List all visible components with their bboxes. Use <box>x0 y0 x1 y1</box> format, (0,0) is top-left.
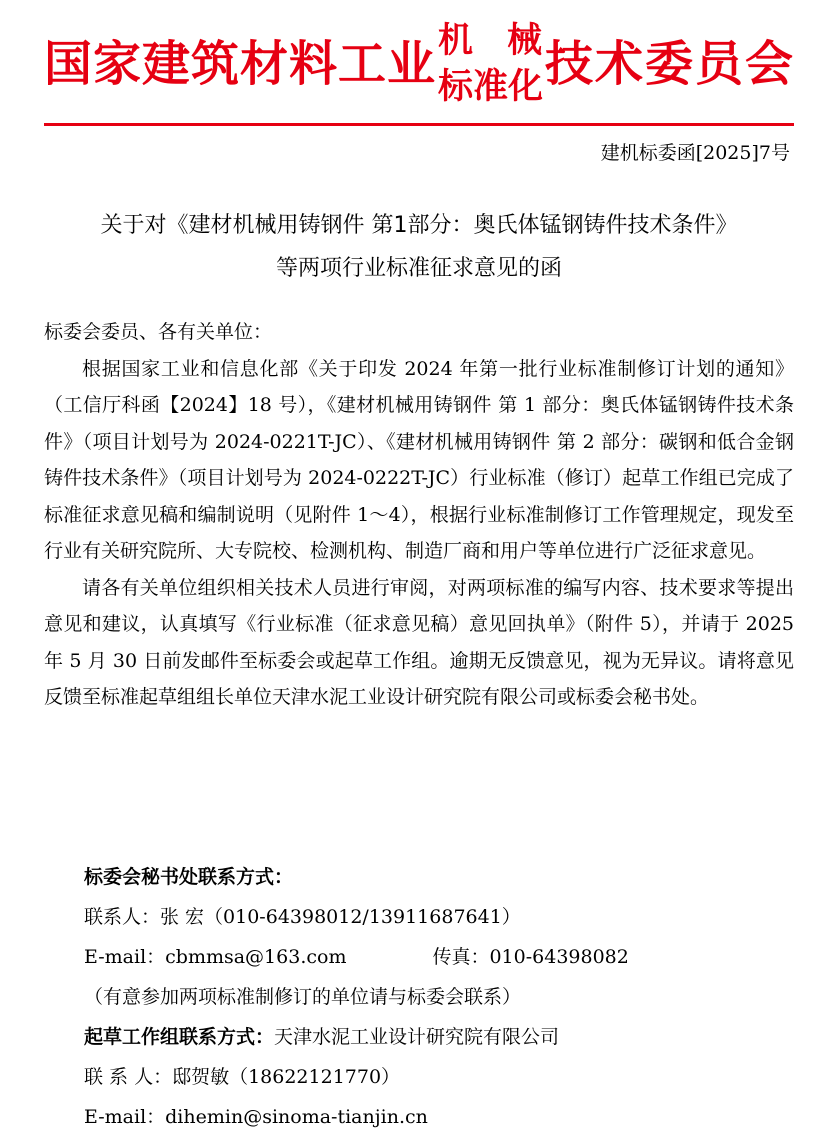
drafting-contact-person: 联 系 人：邸贺敏（18622121770） <box>84 1066 401 1088</box>
title-line-2: 等两项行业标准征求意见的函 <box>275 256 562 281</box>
letterhead-middle <box>438 18 542 110</box>
contact-section <box>84 857 804 1137</box>
letterhead-right: 技术委员会 <box>545 36 796 92</box>
salutation: 标委会委员、各有关单位： <box>44 321 273 343</box>
letterhead-middle-char-1: 机 <box>438 21 474 61</box>
secretariat-contact-person: 联系人：张 宏（010-64398012/13911687641） <box>84 906 521 928</box>
drafting-group-row <box>84 1017 804 1057</box>
paragraph-1: 根据国家工业和信息化部《关于印发 2024 年第一批行业标准制修订计划的通知》（工信厅科函【2024】18 号），《建材机械用铸钢件 第 1 部分：奥氏体锰钢铸件技术条件》（项目计划号为 2024-0221T-JC）、《建材机械用铸钢件 第 2 部分：碳钢和低合金钢铸件技术条件》（项目计划号为 2024-0222T-JC）行业标准（修订）起草工作组已完成了标准征求意见稿和编制说明（见附件 1～4），根据行业标准制修订工作管理规定，现发至行业有关研究院所、大专院校、检测机构、制造厂商和用户等单位进行广泛征求意见。 <box>44 357 794 562</box>
letterhead-left: 国家建筑材料工业 <box>44 36 437 92</box>
secretariat-heading: 标委会秘书处联系方式： <box>84 866 294 888</box>
secretariat-fax: 传真：010-64398082 <box>432 946 629 968</box>
title-line-1: 关于对《建材机械用铸钢件 第1部分：奥氏体锰钢铸件技术条件》 <box>100 213 738 238</box>
drafting-organization: 天津水泥工业设计研究院有限公司 <box>274 1026 560 1048</box>
participation-note: （有意参加两项标准制修订的单位请与标委会联系） <box>84 986 522 1008</box>
document-number: 建机标委函[2025]7号 <box>600 142 790 164</box>
letterhead-middle-line1 <box>438 18 542 64</box>
letterhead-middle-char-2: 械 <box>506 21 542 61</box>
drafting-heading: 起草工作组联系方式： <box>84 1026 275 1048</box>
secretariat-email-fax-row <box>84 937 804 977</box>
letterhead-divider <box>44 123 794 126</box>
paragraph-2: 请各有关单位组织相关技术人员进行审阅，对两项标准的编写内容、技术要求等提出意见和建议，认真填写《行业标准（征求意见稿）意见回执单》（附件 5），并请于 2025 年 5 月 30 日前发邮件至标委会或起草工作组。逾期无反馈意见，视为无异议。请将意见反馈至标准起草组组长单位天津水泥工业设计研究院有限公司或标委会秘书处。 <box>44 576 794 708</box>
letter-body <box>44 314 794 716</box>
drafting-email: E-mail：dihemin@sinoma-tianjin.cn <box>84 1106 428 1128</box>
secretariat-email: E-mail：cbmmsa@163.com <box>84 946 347 968</box>
letterhead-middle-line2: 标准化 <box>438 67 544 107</box>
